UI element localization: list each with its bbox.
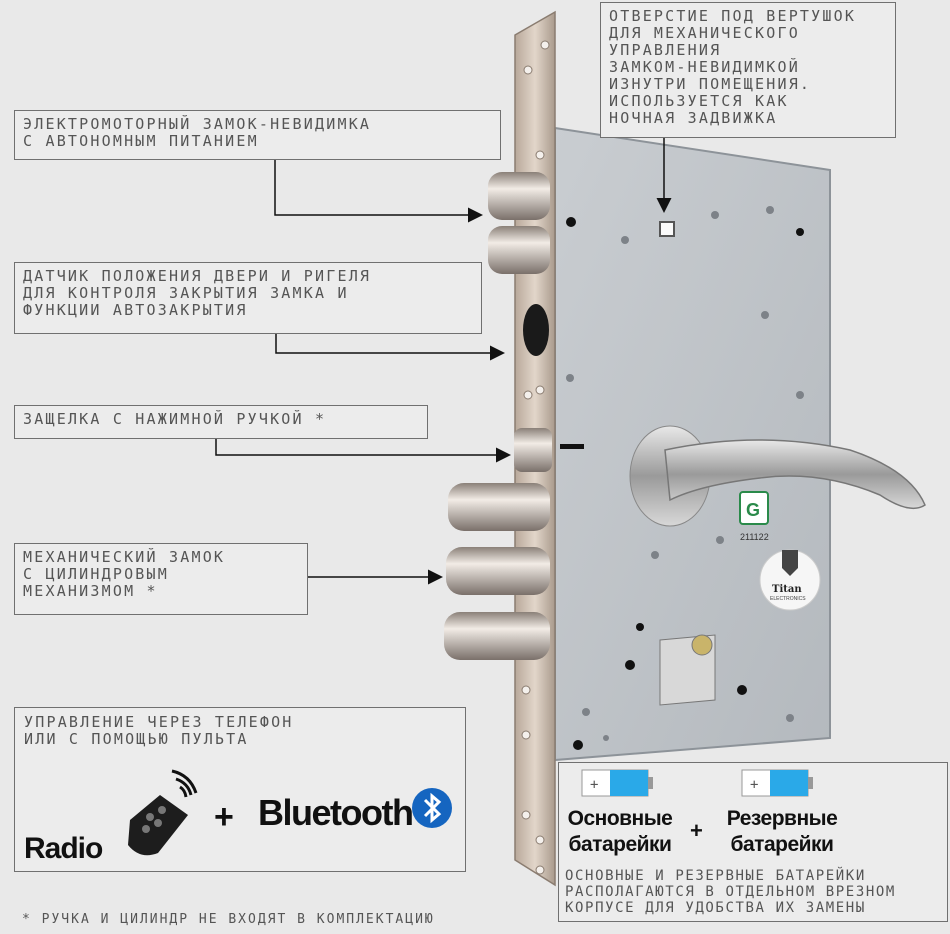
mech-bolt-2 — [446, 547, 550, 595]
callout-motor-lock: ЭЛЕКТРОМОТОРНЫЙ ЗАМОК-НЕВИДИМКА С АВТОНОМНЫМ ПИТАНИЕМ — [14, 110, 501, 160]
svg-text:Titan: Titan — [772, 584, 802, 595]
control-plus: + — [214, 798, 234, 836]
motor-bolt-bottom — [488, 226, 550, 274]
callout-door-sensor: ДАТЧИК ПОЛОЖЕНИЯ ДВЕРИ И РИГЕЛЯ ДЛЯ КОНТРОЛЯ ЗАКРЫТИЯ ЗАМКА И ФУНКЦИИ АВТОЗАКРЫТИЯ — [14, 262, 482, 334]
footnote: * РУЧКА И ЦИЛИНДР НЕ ВХОДЯТ В КОМПЛЕКТАЦИЮ — [22, 912, 435, 927]
mech-bolt-3 — [444, 612, 550, 660]
latch-bolt — [514, 428, 552, 472]
battery-main-icon — [580, 766, 655, 802]
callout-latch: ЗАЩЕЛКА С НАЖИМНОЙ РУЧКОЙ * — [14, 405, 428, 439]
remote-fob-icon — [120, 765, 210, 865]
control-title: УПРАВЛЕНИЕ ЧЕРЕЗ ТЕЛЕФОН ИЛИ С ПОМОЩЬЮ ПУЛЬТА — [24, 713, 294, 748]
bluetooth-icon — [410, 786, 454, 830]
mech-bolt-1 — [448, 483, 550, 531]
callout-mech-lock: МЕХАНИЧЕСКИЙ ЗАМОК С ЦИЛИНДРОВЫМ МЕХАНИЗМОМ * — [14, 543, 308, 615]
night-bolt-hole — [660, 222, 674, 236]
motor-bolt-top — [488, 172, 550, 220]
battery-description: ОСНОВНЫЕ И РЕЗЕРВНЫЕ БАТАРЕЙКИ РАСПОЛАГАЮТСЯ В ОТДЕЛЬНОМ ВРЕЗНОМ КОРПУСЕ ДЛЯ УДОБСТВА ИХ ЗАМЕНЫ — [565, 868, 896, 916]
door-sensor — [523, 304, 549, 356]
svg-text:ELECTRONICS: ELECTRONICS — [770, 596, 806, 602]
radio-label: Radio — [24, 832, 103, 865]
svg-text:+: + — [590, 777, 599, 793]
battery-main-label: Основные батарейки — [567, 807, 673, 856]
bluetooth-label: Bluetooth — [258, 792, 413, 833]
svg-text:+: + — [750, 777, 759, 793]
battery-plus: + — [690, 818, 703, 843]
battery-reserve-label: Резервные батарейки — [726, 807, 838, 856]
callout-night-bolt: ОТВЕРСТИЕ ПОД ВЕРТУШОК ДЛЯ МЕХАНИЧЕСКОГО УПРАВЛЕНИЯ ЗАМКОМ-НЕВИДИМКОЙ ИЗНУТРИ ПОМЕЩЕНИЯ. ИСПОЛЬЗУЕТСЯ КАК НОЧНАЯ ЗАДВИЖКА — [600, 2, 896, 138]
battery-reserve-icon — [740, 766, 815, 802]
svg-text:G: G — [746, 500, 761, 520]
svg-text:211122: 211122 — [740, 532, 769, 542]
